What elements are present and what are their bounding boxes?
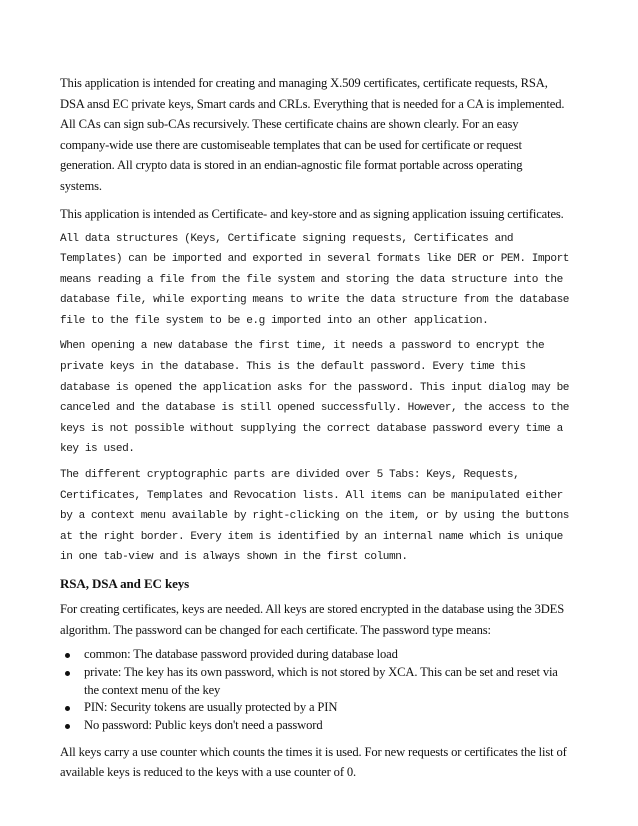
text-line: database is opened the application asks for the password. This input dialog may be [60,381,570,394]
text-line: file to the file system to be e.g imported into an other application. [60,314,489,327]
password-type-list [60,646,580,735]
list-item [60,664,580,700]
text-line: This application is intended as Certificate- and key-store and as signing application issuing certificates. [60,207,564,221]
text-line: All data structures (Keys, Certificate signing requests, Certificates and [60,232,514,245]
text-line: This application is intended for creating and managing X.509 certificates, certificate requests, RSA, [60,76,548,90]
text-line: keys is not possible without supplying the correct database password every time a [60,422,563,435]
text-line: algorithm. The password can be changed for each certificate. The password type means: [60,622,491,637]
text-line: database file, while exporting means to write the data structure from the database [60,294,570,307]
bullet-icon [65,706,70,711]
text-line: PIN: Security tokens are usually protected by a PIN [84,700,338,715]
text-line: key is used. [60,443,135,456]
bullet-icon [65,724,70,729]
text-line: common: The database password provided during database load [84,647,398,661]
text-line: Templates) can be imported and exported in several formats like DER or PEM. Import [60,253,570,266]
text-line: No password: Public keys don't need a password [84,718,323,733]
bullet-icon [65,653,70,658]
document-page [60,73,580,783]
text-line: Certificates, Templates and Revocation lists. All items can be manipulated either [60,489,563,502]
list-item [60,699,580,717]
text-line: by a context menu available by right-clicking on the item, or by using the buttons [60,510,570,523]
list-item [60,646,580,664]
text-line: The different cryptographic parts are divided over 5 Tabs: Keys, Requests, [60,469,520,482]
text-line: All keys carry a use counter which counts the times it is used. For new requests or certificates the list of [60,744,567,759]
text-line: generation. All crypto data is stored in an endian-agnostic file format portable across operating [60,158,523,172]
text-line: systems. [60,178,102,193]
list-item [60,717,580,735]
text-line: in one tab-view and is always shown in the first column. [60,551,408,564]
text-line: the context menu of the key [84,682,221,697]
paragraph-keys-intro [60,599,580,640]
section-heading-keys: RSA, DSA and EC keys [60,576,190,591]
text-line: private keys in the database. This is the default password. Every time this [60,361,526,374]
text-line: When opening a new database the first time, it needs a password to encrypt the [60,340,545,353]
text-line: For creating certificates, keys are needed. All keys are stored encrypted in the database using the 3DES [60,602,565,616]
text-line: DSA ansd EC private keys, Smart cards and CRLs. Everything that is needed for a CA is implemented. [60,96,565,111]
text-line: means reading a file from the file system and storing the data structure into the [60,273,563,286]
text-line: company-wide use there are customiseable templates that can be used for certificate or request [60,137,522,152]
paragraph-data-structures [60,229,580,332]
paragraph-purpose [60,204,580,225]
paragraph-intro [60,73,580,196]
paragraph-database-password [60,336,580,460]
paragraph-tabs [60,465,580,568]
text-line: at the right border. Every item is identified by an internal name which is unique [60,530,563,543]
bullet-icon [65,671,70,676]
paragraph-use-counter [60,742,580,783]
text-line: All CAs can sign sub-CAs recursively. These certificate chains are shown clearly. For an easy [60,117,519,131]
text-line: private: The key has its own password, which is not stored by XCA. This can be set and reset via [84,664,558,679]
text-line: canceled and the database is still opened successfully. However, the access to the [60,402,570,415]
text-line: available keys is reduced to the keys with a use counter of 0. [60,765,357,780]
